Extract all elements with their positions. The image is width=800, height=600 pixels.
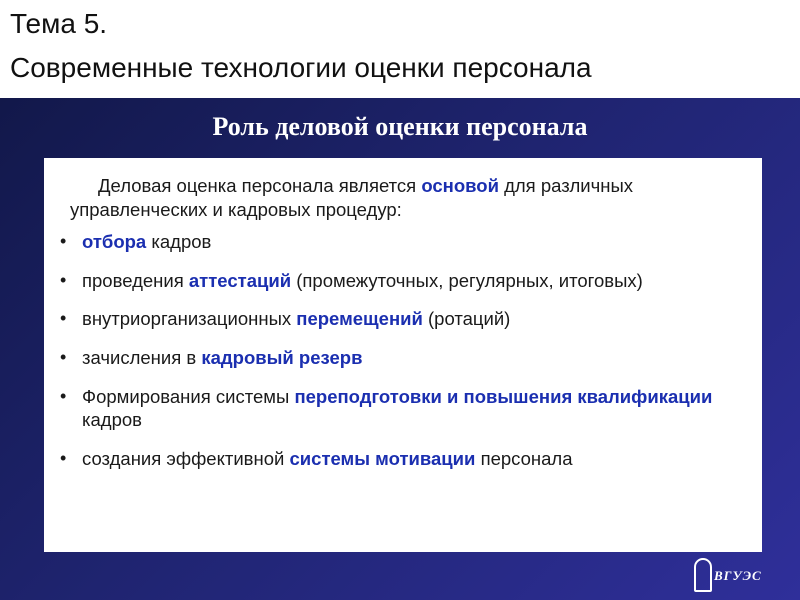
bullet-icon: • bbox=[60, 448, 67, 468]
tower-icon bbox=[694, 558, 712, 592]
content-card bbox=[44, 158, 762, 552]
topic-title: Современные технологии оценки персонала bbox=[10, 52, 592, 83]
item-text: зачисления в bbox=[82, 347, 202, 368]
item-highlight: системы мотивации bbox=[289, 448, 476, 469]
item-text: внутриорганизационных bbox=[82, 308, 297, 329]
logo-text: ВГУЭС bbox=[714, 568, 762, 583]
list-item bbox=[56, 230, 742, 253]
intro-paragraph bbox=[70, 174, 742, 222]
list-item bbox=[56, 447, 742, 470]
item-text: кадров bbox=[146, 231, 212, 252]
university-logo bbox=[690, 556, 780, 596]
bullet-icon: • bbox=[60, 231, 67, 251]
item-text: (ротаций) bbox=[422, 308, 511, 329]
item-text: кадров bbox=[82, 409, 142, 430]
item-text: (промежуточных, регулярных, итоговых) bbox=[291, 270, 643, 291]
bullet-icon: • bbox=[60, 347, 67, 367]
intro-text: Деловая оценка персонала является bbox=[98, 175, 422, 196]
item-text: персонала bbox=[475, 448, 573, 469]
slide-subtitle: Роль деловой оценки персонала bbox=[212, 112, 588, 141]
list-item bbox=[56, 307, 742, 330]
intro-text: для различных управленческих и кадровых процедур: bbox=[70, 175, 634, 220]
topic-number: Тема 5. bbox=[10, 8, 108, 39]
item-highlight: перемещений bbox=[296, 308, 423, 329]
bullet-icon: • bbox=[60, 270, 67, 290]
item-highlight: аттестаций bbox=[188, 270, 292, 291]
item-highlight: кадровый резерв bbox=[201, 347, 363, 368]
bullet-icon: • bbox=[60, 308, 67, 328]
item-highlight: переподготовки и повышения квалификации bbox=[294, 386, 713, 407]
slide-body bbox=[0, 98, 800, 600]
procedure-list bbox=[56, 230, 742, 470]
list-item bbox=[56, 269, 742, 292]
header bbox=[0, 0, 800, 98]
list-item bbox=[56, 346, 742, 369]
list-item bbox=[56, 385, 742, 431]
intro-highlight: основой bbox=[421, 175, 499, 196]
item-text: Формирования системы bbox=[82, 386, 295, 407]
item-text: создания эффективной bbox=[82, 448, 290, 469]
item-text: проведения bbox=[82, 270, 189, 291]
bullet-icon: • bbox=[60, 386, 67, 406]
item-highlight: отбора bbox=[82, 231, 147, 252]
